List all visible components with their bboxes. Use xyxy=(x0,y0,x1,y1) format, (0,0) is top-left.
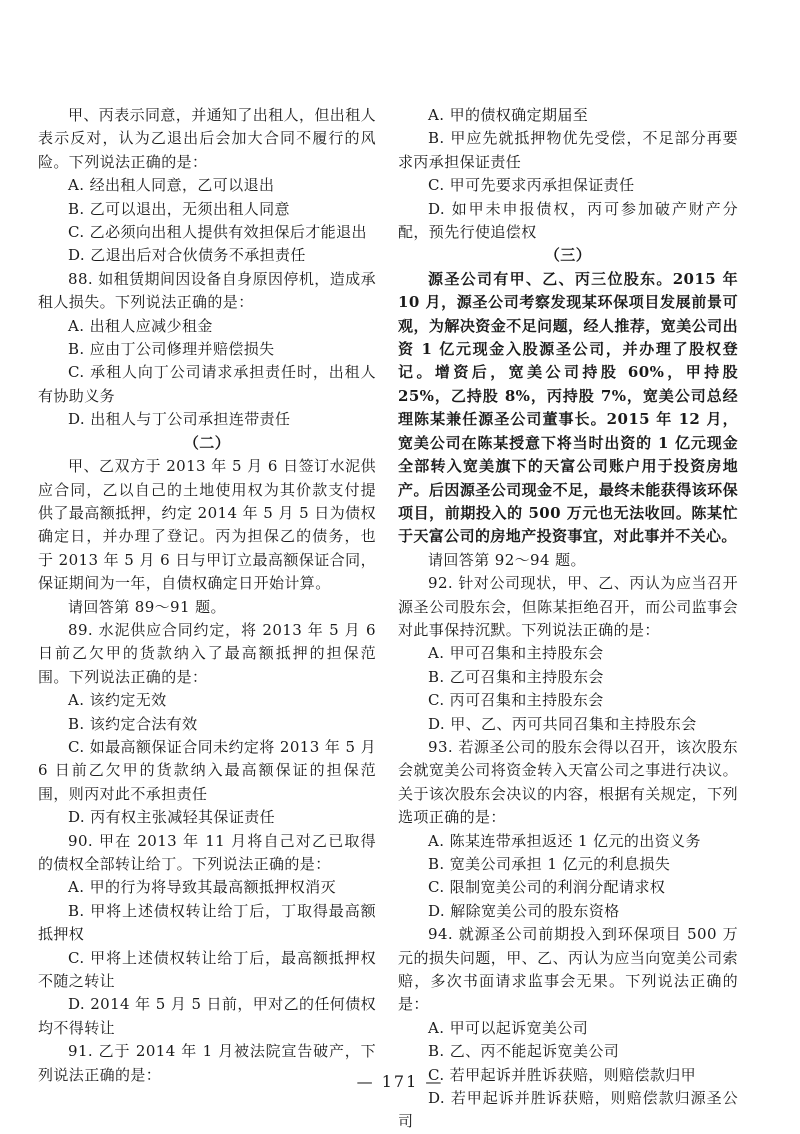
q90-option-d: D. 2014 年 5 月 5 日前，甲对乙的任何债权均不得转让 xyxy=(38,995,376,1037)
q92-option-d: D. 甲、乙、丙可共同召集和主持股东会 xyxy=(428,714,697,733)
q87-option-d: D. 乙退出后对合伙债务不承担责任 xyxy=(68,246,306,265)
q93-option-a: A. 陈某连带承担返还 1 亿元的出资义务 xyxy=(428,831,701,850)
right-column xyxy=(398,104,738,1134)
q88-option-a: A. 出租人应减少租金 xyxy=(68,316,213,335)
q89-option-d: D. 丙有权主张减轻其保证责任 xyxy=(68,808,276,827)
question-88: 88. 如租赁期间因设备自身原因停机，造成承租人损失。下列说法正确的是： xyxy=(38,269,376,312)
q90-option-c: C. 甲将上述债权转让给丁后，最高额抵押权不随之转让 xyxy=(38,948,376,991)
q92-option-a: A. 甲可召集和主持股东会 xyxy=(428,644,604,663)
q88-option-b: B. 应由丁公司修理并赔偿损失 xyxy=(68,340,275,359)
page-number: — 171 — xyxy=(356,1072,444,1091)
q88-option-d: D. 出租人与丁公司承担连带责任 xyxy=(68,410,291,429)
q93-option-b: B. 宽美公司承担 1 亿元的利息损失 xyxy=(428,855,671,873)
q87-option-c: C. 乙必须向出租人提供有效担保后才能退出 xyxy=(68,223,367,242)
question-87-stem: 甲、丙表示同意，并通知了出租人，但出租人表示反对，认为乙退出后会加大合同不履行的风险。下列说法正确的是： xyxy=(38,106,377,171)
q90-option-b: B. 甲将上述债权转让给丁后，丁取得最高额抵押权 xyxy=(38,901,376,944)
q91-option-b: B. 甲应先就抵押物优先受偿，不足部分再要求丙承担保证责任 xyxy=(398,129,738,171)
question-94: 94. 就源圣公司前期投入到环保项目 500 万元的损失问题，甲、乙、丙认为应当向宽美公司索赔，多次书面请求监事会无果。下列说法正确的是： xyxy=(398,925,738,1014)
q88-option-c: C. 承租人向丁公司请求承担责任时，出租人有协助义务 xyxy=(38,363,376,405)
section-heading-3: （三） xyxy=(544,246,592,265)
q94-option-a: A. 甲可以起诉宽美公司 xyxy=(428,1018,589,1037)
q87-option-b: B. 乙可以退出，无须出租人同意 xyxy=(68,199,290,218)
question-93: 93. 若源圣公司的股东会得以召开，该次股东会就宽美公司将资金转入天富公司之事进行决议。关于该次股东会决议的内容，根据有关规定，下列选项正确的是： xyxy=(398,737,738,827)
q92-option-b: B. 乙可召集和主持股东会 xyxy=(428,667,604,686)
q91-option-c: C. 甲可先要求丙承担保证责任 xyxy=(428,176,635,195)
section-heading-2: （二） xyxy=(183,433,231,452)
q94-option-d: D. 若甲起诉并胜诉获赔，则赔偿款归源圣公司 xyxy=(398,1089,738,1131)
question-89: 89. 水泥供应合同约定，将 2013 年 5 月 6 日前乙欠甲的货款纳入了最高额抵押的担保范围。下列说法正确的是： xyxy=(38,620,376,686)
q93-option-c: C. 限制宽美公司的利润分配请求权 xyxy=(428,878,666,897)
left-column xyxy=(38,104,376,1087)
q89-option-c: C. 如最高额保证合同未约定将 2013 年 5 月 6 日前乙欠甲的货款纳入最高额保证的担保范围，则丙对此不承担责任 xyxy=(38,737,376,803)
q89-option-a: A. 该约定无效 xyxy=(68,691,167,710)
question-92: 92. 针对公司现状，甲、乙、丙认为应当召开源圣公司股东会，但陈某拒绝召开，而公司监事会对此事保持沉默。下列说法正确的是： xyxy=(398,574,738,639)
q94-option-b: B. 乙、丙不能起诉宽美公司 xyxy=(428,1042,620,1061)
q89-option-b: B. 该约定合法有效 xyxy=(68,714,198,733)
q87-option-a: A. 经出租人同意，乙可以退出 xyxy=(68,176,275,195)
q92-option-c: C. 丙可召集和主持股东会 xyxy=(428,691,604,710)
question-90: 90. 甲在 2013 年 11 月将自己对乙已取得的债权全部转让给丁。下列说法正确的是： xyxy=(38,831,376,873)
case-3-instruction: 请回答第 92～94 题。 xyxy=(428,550,586,569)
q91-option-a: A. 甲的债权确定期届至 xyxy=(428,106,589,124)
question-91: 91. 乙于 2014 年 1 月被法院宣告破产，下列说法正确的是： xyxy=(38,1042,376,1084)
case-2-text: 甲、乙双方于 2013 年 5 月 6 日签订水泥供应合同，乙以自己的土地使用权为其价款支付提供了最高额抵押，约定 2014 年 5 月 5 日为债权确定日，并办理了登记。丙为担保乙的债务，也于 2013 年 5 月 6 日与甲订立最高额保证合同，保证期间为一年，自债权确定日开始计算。 xyxy=(38,457,376,593)
case-3-text: 源圣公司有甲、乙、丙三位股东。2015 年 10 月，源圣公司考察发现某环保项目发展前景可观，为解决资金不足问题，经人推荐，宽美公司出资 1 亿元现金入股源圣公司，并办理了股权登记。增资后，宽美公司持股 60%，甲持股 25%，乙持股 8%，丙持股 7%，宽美公司总经理陈某兼任源圣公司董事长。2015 年 12 月，宽美公司在陈某授意下将当时出资的 1 亿元现金全部转入宽美旗下的天富公司账户用于投资房地产。后因源圣公司现金不足，最终未能获得该环保项目，前期投入的 500 万元也无法收回。陈某忙于天富公司的房地产投资事宜，对此事并不关心。 xyxy=(398,269,738,546)
case-2-instruction: 请回答第 89～91 题。 xyxy=(68,597,226,616)
q90-option-a: A. 甲的行为将导致其最高额抵押权消灭 xyxy=(68,878,336,897)
q94-option-c: C. 若甲起诉并胜诉获赔，则赔偿款归甲 xyxy=(428,1065,697,1084)
q91-option-d: D. 如甲未申报债权，丙可参加破产财产分配，预先行使追偿权 xyxy=(398,199,738,242)
q93-option-d: D. 解除宽美公司的股东资格 xyxy=(428,901,620,920)
